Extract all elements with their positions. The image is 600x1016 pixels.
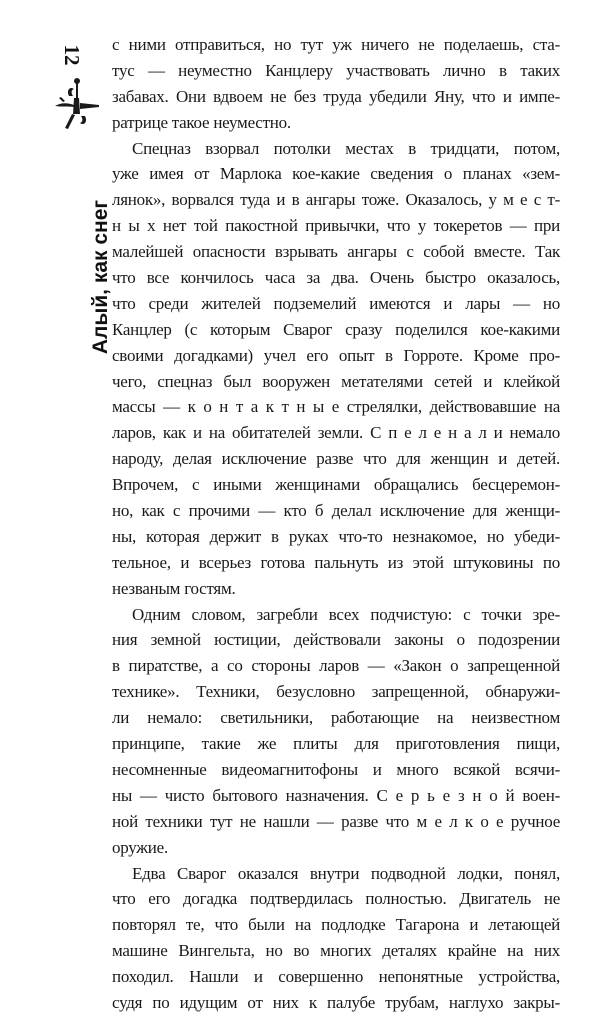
text-line: повторял те, что были на подлодке Тагарона и летающей [112, 915, 560, 935]
text-line: несомненные видеомагнитофоны и много всякой всячи- [112, 759, 560, 779]
text-line: Канцлер (с которым Сварог сразу поделился кое-какими [112, 319, 560, 339]
text-line: ния земной юстиции, действовали законы о подозрении [112, 630, 560, 650]
text-line: народу, делая исключение разве что для женщин и детей. [112, 449, 560, 469]
text-line: чего, спецназ был вооружен метателями сетей и клейкой [112, 371, 560, 391]
text-line: Едва Сварог оказался внутри подводной лодки, понял, [132, 863, 560, 883]
text-line: что все кончилось часа за два. Очень быстро оказалось, [112, 268, 560, 288]
text-line: ратрице такое неуместно. [112, 112, 291, 132]
body-text [112, 32, 560, 1016]
text-line: Впрочем, с иными женщинами обращались бесцеремон- [112, 475, 560, 495]
text-line: что его догадка подтвердилась полностью. Двигатель не [112, 889, 560, 909]
page-margin-sidebar [0, 0, 112, 750]
text-line: с ними отправиться, но тут уж ничего не поделаешь, ста- [112, 35, 560, 54]
text-line: что среди жителей подземелий имеются и лары — но [112, 293, 560, 313]
text-line: н ы х нет той пакостной привычки, что у токеретов — при [112, 216, 560, 236]
text-line: технике». Техники, безусловно запрещенной, обнаружи- [112, 682, 560, 702]
text-line: принципе, такие же плиты для приготовления пищи, [112, 734, 560, 754]
text-line: лянок», ворвался туда и в ангары тоже. Оказалось, у м е с т- [112, 190, 560, 210]
text-line: тельное, и всерьез готова пальнуть из этой штуковины по [112, 552, 560, 572]
text-line: забавах. Они вдвоем не без труда убедили Яну, что и импе- [112, 86, 560, 106]
text-line: массы — к о н т а к т н ы е стрелялки, действовавшие на [112, 397, 560, 417]
text-line: ны, которая держит в руках что-то незнакомое, но убеди- [112, 526, 560, 546]
running-title: Алый, как снег [89, 199, 112, 355]
text-line: ли немало: светильники, работающие на неизвестном [112, 708, 560, 728]
text-line: малейшей опасности взрывать ангары с собой вместе. Так [112, 242, 560, 262]
text-line: но, как с прочими — кто б делал исключение для женщи- [112, 501, 560, 521]
text-line: в пиратстве, а со стороны ларов — «Закон о запрещенной [112, 656, 560, 676]
text-line: оружие. [112, 837, 168, 857]
text-line: Спецназ взорвал потолки местах в тридцати, потом, [132, 138, 560, 158]
text-line: походил. Нашли и совершенно непонятные устройства, [112, 967, 560, 987]
text-line: машине Вингельта, но во многих деталях крайне на них [112, 941, 560, 961]
text-line: ны — чисто бытового назначения. С е р ь е з н о й воен- [112, 785, 560, 805]
text-line: ларов, как и на обитателей земли. С п е л е н а л и немало [112, 423, 560, 443]
text-line: своими догадками) учел его опыт в Горроте. Кроме про- [112, 345, 560, 365]
text-line: уже имея от Марлока кое-какие сведения о планах «зем- [112, 164, 560, 184]
page-number: 12 [60, 44, 85, 66]
text-line: судя по идущим от них к палубе трубам, наглухо закры- [112, 992, 560, 1012]
text-line: тус — неуместно Канцлеру участвовать лично в таких [112, 60, 560, 80]
text-line: ной техники тут не нашли — разве что м е л к о е ручное [112, 811, 560, 831]
text-line: Одним словом, загребли всех подчистую: с точки зре- [132, 604, 560, 624]
text-line: незваным гостям. [112, 578, 236, 598]
